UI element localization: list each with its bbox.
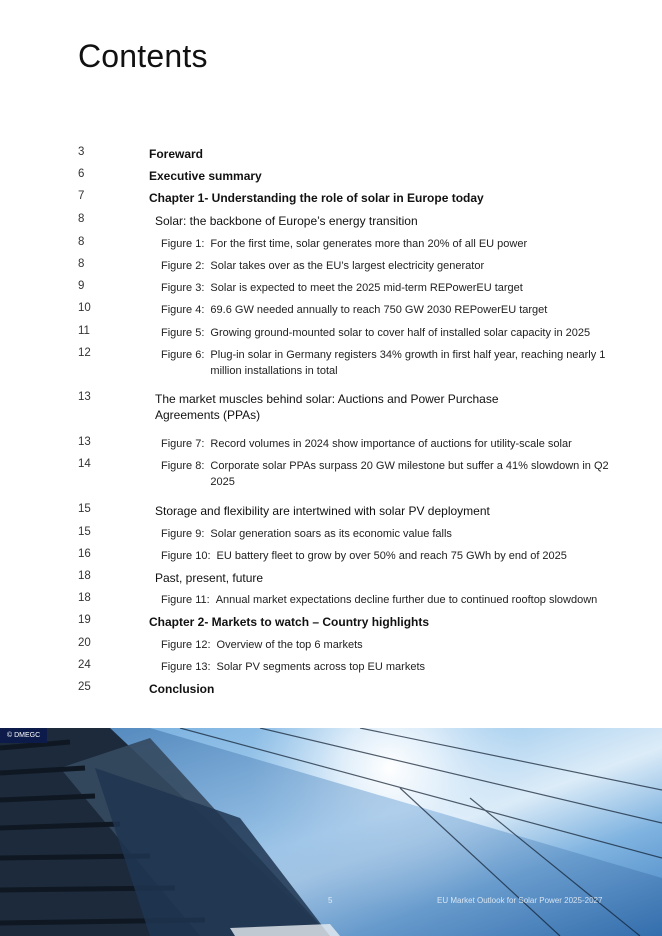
toc-link[interactable]: Chapter 2- Markets to watch – Country highlights — [149, 615, 430, 629]
figure-title: EU battery fleet to grow by over 50% and reach 75 GWh by end of 2025 — [216, 550, 567, 562]
toc-link[interactable] — [161, 347, 610, 379]
toc-link[interactable]: Chapter 1- Understanding the role of solar in Europe today — [149, 191, 484, 205]
toc-link[interactable] — [161, 436, 610, 452]
toc-link[interactable] — [161, 302, 610, 318]
photo-credit: © DMEGC — [0, 728, 47, 743]
figure-title: Solar is expected to meet the 2025 mid-term REPowerEU target — [210, 282, 523, 294]
figure-title: For the first time, solar generates more than 20% of all EU power — [210, 238, 528, 250]
toc-page-number: 12 — [78, 347, 91, 359]
solar-panel-photo — [0, 728, 662, 936]
figure-label: Figure 5: — [161, 327, 205, 339]
figure-label: Figure 7: — [161, 438, 205, 450]
toc-link[interactable] — [161, 458, 610, 490]
toc-page-number: 6 — [78, 168, 85, 180]
toc-link[interactable] — [161, 592, 626, 608]
footer-page-number: 5 — [328, 896, 333, 905]
figure-label: Figure 12: — [161, 639, 211, 651]
figure-title: 69.6 GW needed annually to reach 750 GW 2030 REPowerEU target — [210, 304, 548, 316]
toc-link[interactable] — [161, 280, 610, 296]
toc-page-number: 8 — [78, 236, 85, 248]
toc-page-number: 11 — [78, 325, 90, 337]
toc-link[interactable]: Storage and flexibility are intertwined with solar PV deployment — [155, 504, 490, 518]
toc-page-number: 9 — [78, 280, 85, 292]
toc-link[interactable] — [161, 659, 617, 675]
toc-page-number: 20 — [78, 637, 91, 649]
toc-link[interactable] — [161, 526, 610, 542]
toc-page-number: 3 — [78, 146, 85, 158]
toc-page-number: 15 — [78, 526, 91, 538]
toc-link[interactable] — [161, 236, 610, 252]
figure-label: Figure 8: — [161, 460, 205, 472]
figure-label: Figure 10: — [161, 550, 211, 562]
toc-link[interactable] — [161, 258, 610, 274]
figure-label: Figure 3: — [161, 282, 205, 294]
figure-label: Figure 9: — [161, 528, 205, 540]
toc-page-number: 10 — [78, 302, 91, 314]
figure-title: Plug-in solar in Germany registers 34% growth in first half year, reaching nearly 1 million installations in total — [210, 349, 606, 377]
figure-label: Figure 1: — [161, 238, 205, 250]
figure-label: Figure 6: — [161, 349, 205, 361]
toc-page-number: 8 — [78, 258, 85, 270]
toc-page-number: 8 — [78, 213, 85, 225]
toc-page-number: 16 — [78, 548, 91, 560]
toc-link[interactable] — [161, 325, 610, 341]
toc-link[interactable]: Executive summary — [149, 169, 262, 183]
figure-label: Figure 11: — [161, 594, 210, 606]
figure-label: Figure 4: — [161, 304, 205, 316]
toc-link[interactable]: The market muscles behind solar: Auctions and Power Purchase Agreements (PPAs) — [155, 392, 499, 422]
figure-title: Record volumes in 2024 show importance of auctions for utility-scale solar — [210, 438, 572, 450]
figure-label: Figure 2: — [161, 260, 205, 272]
toc-page-number: 24 — [78, 659, 91, 671]
toc-page-number: 15 — [78, 503, 91, 515]
toc-page-number: 7 — [78, 190, 85, 202]
toc-page-number: 18 — [78, 570, 91, 582]
figure-title: Annual market expectations decline further due to continued rooftop slowdown — [215, 594, 598, 606]
figure-title: Solar generation soars as its economic value falls — [210, 528, 452, 540]
footer-document-title: EU Market Outlook for Solar Power 2025-2027 — [437, 896, 603, 905]
figure-title: Overview of the top 6 markets — [216, 639, 363, 651]
toc-page-number: 14 — [78, 458, 91, 470]
toc-page-number: 13 — [78, 436, 91, 448]
toc-page-number: 25 — [78, 681, 91, 693]
page-title: Contents — [78, 38, 208, 74]
toc-link[interactable]: Solar: the backbone of Europe’s energy transition — [155, 214, 418, 228]
toc-link[interactable] — [161, 548, 617, 564]
figure-title: Growing ground-mounted solar to cover half of installed solar capacity in 2025 — [210, 327, 591, 339]
toc-link[interactable]: Foreward — [149, 147, 204, 161]
toc-link[interactable]: Past, present, future — [155, 571, 264, 585]
figure-title: Solar PV segments across top EU markets — [216, 661, 425, 673]
toc-page-number: 19 — [78, 614, 91, 626]
toc-page-number: 18 — [78, 592, 91, 604]
figure-title: Solar takes over as the EU’s largest electricity generator — [210, 260, 485, 272]
toc-link[interactable]: Conclusion — [149, 682, 215, 696]
figure-title: Corporate solar PPAs surpass 20 GW milestone but suffer a 41% slowdown in Q2 2025 — [210, 460, 609, 488]
figure-label: Figure 13: — [161, 661, 211, 673]
toc-page-number: 13 — [78, 391, 91, 403]
toc-link[interactable] — [161, 637, 617, 653]
